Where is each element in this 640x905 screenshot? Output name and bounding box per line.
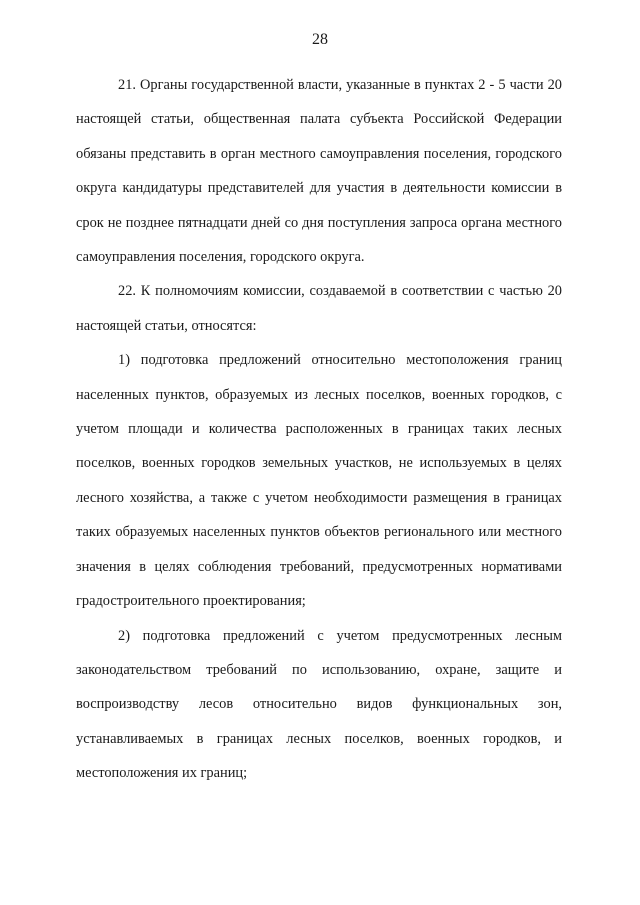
document-body [76, 68, 562, 791]
paragraph-22-item-1: 1) подготовка предложений относительно местоположения границ населенных пунктов, образуемых из лесных поселков, военных городков, с учетом площади и количества расположенных в границах таких лесных поселков, военных городков земельных участков, не используемых в целях лесного хозяйства, а также с учетом необходимости размещения в границах таких образуемых населенных пунктов объектов регионального или местного значения в целях соблюдения требований, предусмотренных нормативами градостроительного проектирования; [76, 352, 562, 610]
page-number: 28 [312, 31, 328, 48]
paragraph-22: 22. К полномочиям комиссии, создаваемой в соответствии с частью 20 настоящей статьи, относятся: [76, 283, 562, 334]
paragraph-21: 21. Органы государственной власти, указанные в пунктах 2 - 5 части 20 настоящей статьи, общественная палата субъекта Российской Федерации обязаны представить в орган местного самоуправления поселения, городского округа кандидатуры представителей для участия в деятельности комиссии в срок не позднее пятнадцати дней со дня поступления запроса органа местного самоуправления поселения, городского округа. [76, 77, 562, 266]
paragraph-22-item-2: 2) подготовка предложений с учетом предусмотренных лесным законодательством требований по использованию, охране, защите и воспроизводству лесов относительно видов функциональных зон, устанавливаемых в границах лесных поселков, военных городков, и местоположения их границ; [76, 627, 562, 782]
